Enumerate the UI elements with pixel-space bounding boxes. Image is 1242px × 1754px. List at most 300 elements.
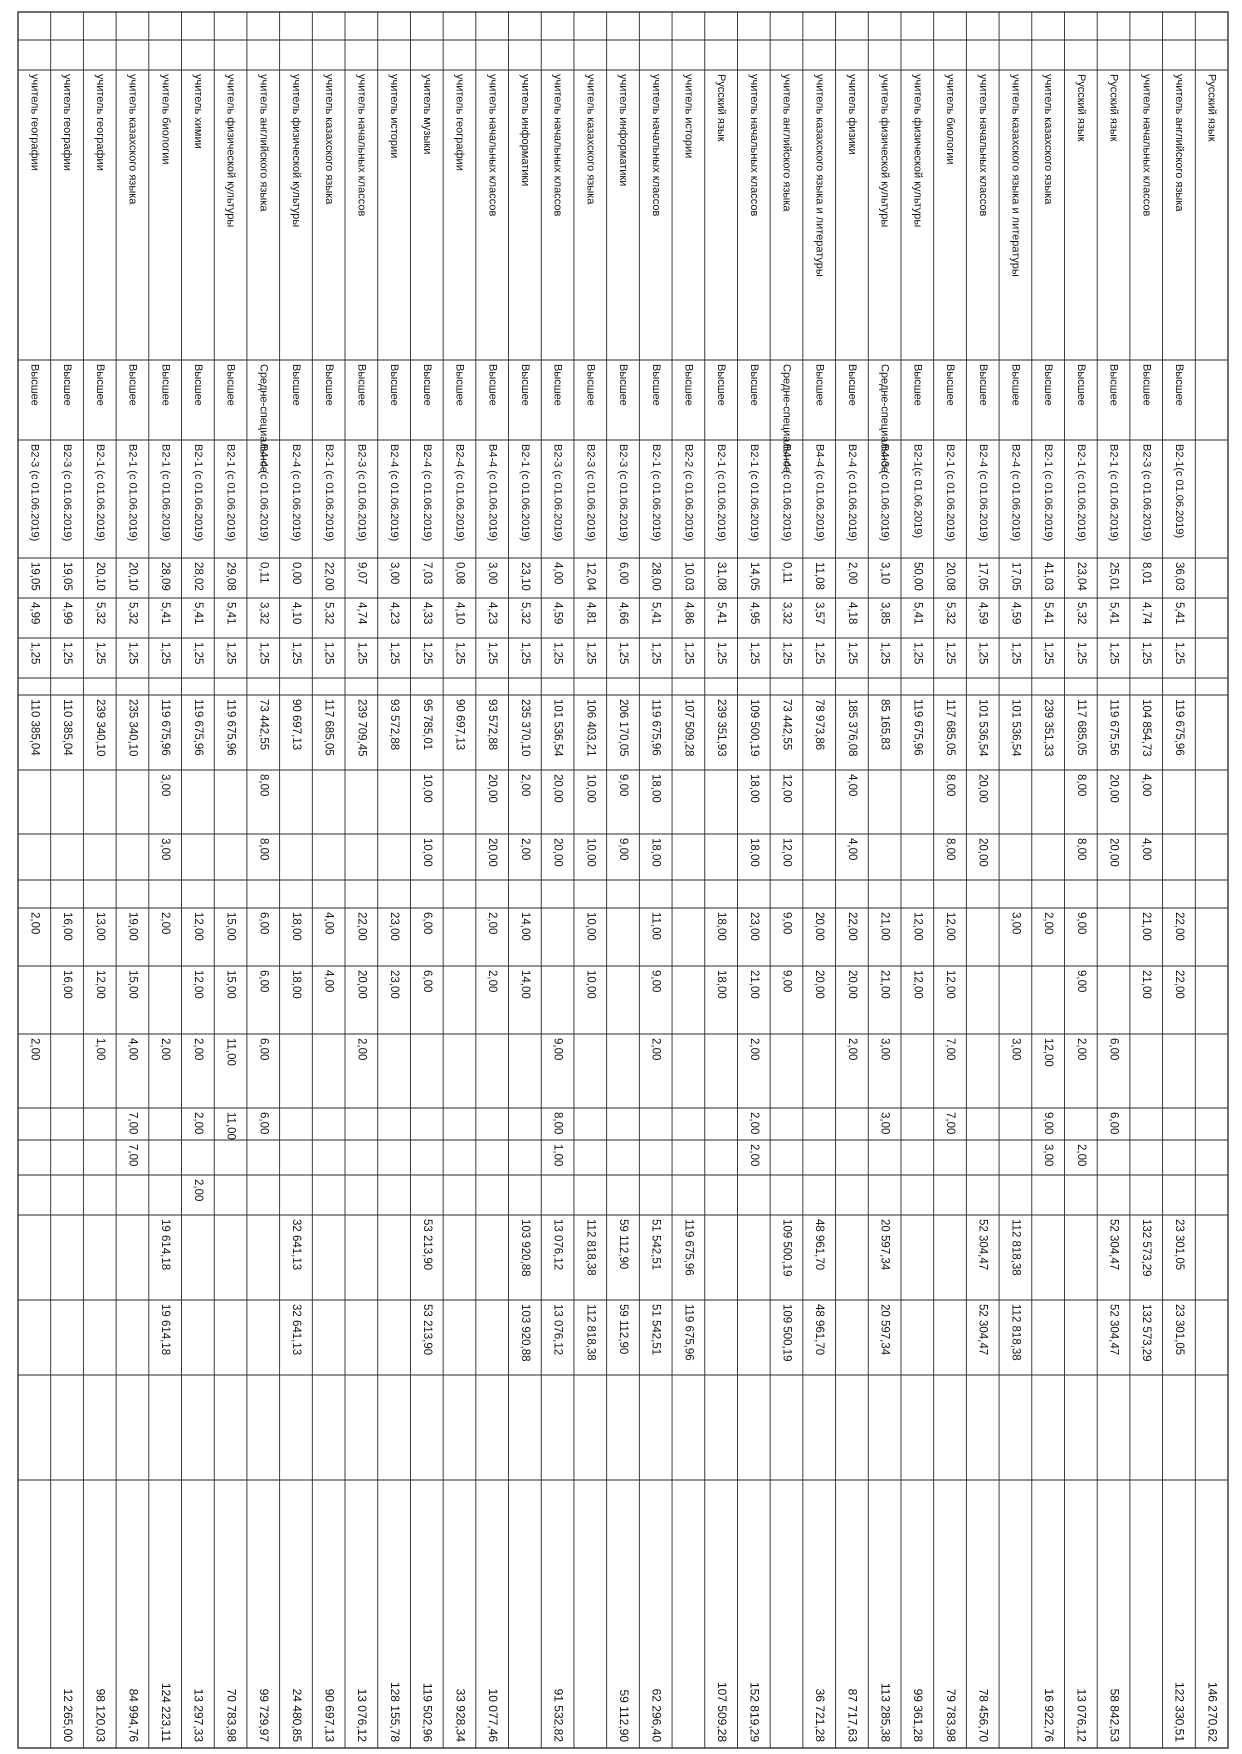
cell-coef2: 1,25 bbox=[616, 642, 629, 665]
cell-salary: 119 675,96 bbox=[191, 699, 204, 756]
cell-category: В2-4 (с 01.06.2019) bbox=[845, 444, 858, 542]
cell-h6: 7,00 bbox=[943, 1038, 956, 1061]
cell-salary: 93 572,88 bbox=[388, 699, 401, 751]
cell-h1: 8,00 bbox=[1074, 774, 1087, 797]
cell-exp: 3,10 bbox=[878, 562, 891, 585]
cell-p2: 20 597,34 bbox=[878, 1304, 891, 1356]
cell-p1: 109 500,19 bbox=[780, 1219, 793, 1277]
cell-salary: 107 509,28 bbox=[682, 699, 695, 757]
cell-exp: 12,04 bbox=[584, 562, 597, 591]
cell-h4: 2,00 bbox=[486, 912, 499, 935]
cell-coef2: 1,25 bbox=[518, 642, 531, 665]
cell-h1: 3,00 bbox=[159, 774, 172, 797]
cell-education: Высшее bbox=[1107, 364, 1120, 406]
cell-category: В2-3 (с 01.06.2019) bbox=[61, 444, 74, 542]
cell-exp: 50,00 bbox=[911, 562, 924, 591]
cell-h4: 6,00 bbox=[257, 912, 270, 935]
cell-coef2: 1,25 bbox=[682, 642, 695, 665]
cell-coef2: 1,25 bbox=[388, 642, 401, 665]
cell-category: В4-4 (с 01.06.2019) bbox=[813, 444, 826, 542]
cell-exp: 0,08 bbox=[453, 562, 466, 585]
cell-exp: 29,08 bbox=[224, 562, 237, 591]
cell-h5: 6,00 bbox=[420, 970, 433, 993]
cell-h2: 18,00 bbox=[747, 838, 760, 867]
cell-education: Высшее bbox=[584, 364, 597, 406]
cell-coef1: 3,32 bbox=[257, 602, 270, 625]
cell-h6: 2,00 bbox=[355, 1038, 368, 1061]
cell-exp: 11,08 bbox=[813, 562, 826, 590]
cell-coef2: 1,25 bbox=[1107, 642, 1120, 665]
cell-p2: 103 920,88 bbox=[518, 1304, 531, 1362]
cell-h2: 8,00 bbox=[943, 838, 956, 861]
cell-category: В4-4 (с 01.06.2019) bbox=[257, 444, 270, 542]
cell-subject: учитель физической культуры bbox=[911, 74, 924, 228]
cell-coef1: 4,86 bbox=[682, 602, 695, 625]
cell-coef1: 5,32 bbox=[1074, 602, 1087, 625]
cell-category: В2-4 (с 01.06.2019) bbox=[420, 444, 433, 542]
cell-coef2: 1,25 bbox=[780, 642, 793, 665]
cell-p2: 19 614,18 bbox=[159, 1304, 172, 1356]
cell-h5: 12,00 bbox=[93, 970, 106, 999]
cell-subject: учитель английского языка bbox=[780, 74, 793, 212]
cell-salary: 85 165,83 bbox=[878, 699, 891, 751]
cell-coef1: 5,41 bbox=[191, 602, 204, 625]
cell-subject: учитель физической культуры bbox=[290, 74, 303, 228]
cell-coef2: 1,25 bbox=[224, 642, 237, 665]
cell-coef1: 4,23 bbox=[486, 602, 499, 625]
cell-exp: 41,03 bbox=[1042, 562, 1055, 591]
cell-coef2: 1,25 bbox=[878, 642, 891, 665]
cell-h2: 20,00 bbox=[486, 838, 499, 867]
cell-education: Высшее bbox=[355, 364, 368, 406]
cell-p2: 59 112,90 bbox=[616, 1304, 629, 1355]
cell-h4: 12,00 bbox=[911, 912, 924, 941]
cell-h7: 2,00 bbox=[747, 1112, 760, 1135]
cell-total: 146 270,62 bbox=[1205, 1681, 1220, 1742]
cell-h5: 23,00 bbox=[388, 970, 401, 999]
cell-h7: 11,00 bbox=[224, 1112, 237, 1140]
cell-p1: 52 304,47 bbox=[1107, 1219, 1120, 1271]
cell-h5: 12,00 bbox=[911, 970, 924, 999]
cell-total: 91 532,82 bbox=[551, 1688, 566, 1742]
cell-exp: 6,00 bbox=[616, 562, 629, 585]
cell-exp: 19,05 bbox=[28, 562, 41, 591]
cell-coef2: 1,25 bbox=[453, 642, 466, 665]
cell-total: 33 928,34 bbox=[453, 1688, 468, 1742]
cell-coef1: 3,85 bbox=[878, 602, 891, 625]
cell-salary: 95 785,01 bbox=[420, 699, 433, 751]
cell-category: В2-1 (с 01.06.2019) bbox=[518, 444, 531, 542]
cell-subject: учитель начальных классов bbox=[355, 74, 368, 217]
cell-education: Высшее bbox=[28, 364, 41, 406]
cell-h4: 23,00 bbox=[747, 912, 760, 941]
cell-coef2: 1,25 bbox=[584, 642, 597, 665]
cell-h5: 20,00 bbox=[355, 970, 368, 999]
cell-education: Высшее bbox=[551, 364, 564, 406]
cell-h7: 2,00 bbox=[191, 1112, 204, 1135]
cell-coef2: 1,25 bbox=[1074, 642, 1087, 665]
cell-h5: 4,00 bbox=[322, 970, 335, 993]
cell-education: Средне-специальное bbox=[780, 364, 793, 473]
cell-education: Высшее bbox=[290, 364, 303, 406]
cell-subject: учитель казахского языка bbox=[126, 74, 139, 205]
cell-subject: учитель физики bbox=[845, 74, 858, 155]
cell-category: В2-1 (с 01.06.2019) bbox=[1074, 444, 1087, 542]
cell-p1: 119 675,96 bbox=[682, 1219, 695, 1276]
cell-h4: 9,00 bbox=[780, 912, 793, 935]
cell-h8: 1,00 bbox=[551, 1144, 564, 1167]
cell-education: Высшее bbox=[682, 364, 695, 406]
cell-subject: учитель начальных классов bbox=[1140, 74, 1153, 217]
cell-p1: 52 304,47 bbox=[976, 1219, 989, 1271]
cell-education: Высшее bbox=[126, 364, 139, 406]
cell-coef1: 4,18 bbox=[845, 602, 858, 625]
cell-coef1: 4,81 bbox=[584, 602, 597, 625]
cell-category: В2-4 (с 01.06.2019) bbox=[453, 444, 466, 542]
cell-salary: 185 376,08 bbox=[845, 699, 858, 757]
cell-h5: 21,00 bbox=[747, 970, 760, 999]
cell-p2: 112 818,38 bbox=[1009, 1304, 1022, 1361]
table-grid bbox=[18, 12, 1228, 1748]
cell-p1: 13 076,12 bbox=[551, 1219, 564, 1271]
cell-p1: 132 573,29 bbox=[1140, 1219, 1153, 1277]
cell-coef1: 4,66 bbox=[616, 602, 629, 625]
cell-coef2: 1,25 bbox=[1042, 642, 1055, 665]
cell-subject: учитель биологии bbox=[944, 74, 957, 165]
cell-total: 62 296,40 bbox=[649, 1688, 664, 1742]
cell-coef1: 5,41 bbox=[715, 602, 728, 625]
cell-p2: 48 961,70 bbox=[813, 1304, 826, 1356]
cell-coef1: 4,99 bbox=[61, 602, 74, 625]
cell-total: 90 697,13 bbox=[322, 1688, 337, 1742]
cell-h1: 20,00 bbox=[486, 774, 499, 803]
cell-exp: 19,05 bbox=[61, 562, 74, 591]
cell-h4: 6,00 bbox=[420, 912, 433, 935]
cell-salary: 73 442,55 bbox=[780, 699, 793, 751]
cell-p2: 109 500,19 bbox=[780, 1304, 793, 1362]
cell-salary: 119 675,96 bbox=[224, 699, 237, 756]
cell-coef1: 3,57 bbox=[813, 602, 826, 625]
cell-h4: 18,00 bbox=[715, 912, 728, 941]
cell-subject: Русский язык bbox=[1205, 74, 1218, 142]
cell-category: В2-1 (с 01.06.2019) bbox=[649, 444, 662, 542]
cell-total: 122 330,51 bbox=[1172, 1681, 1187, 1742]
cell-education: Высшее bbox=[1009, 364, 1022, 406]
cell-subject: учитель истории bbox=[682, 74, 695, 159]
cell-coef1: 4,95 bbox=[747, 602, 760, 625]
cell-salary: 101 536,54 bbox=[1009, 699, 1022, 757]
cell-h5: 12,00 bbox=[191, 970, 204, 999]
cell-exp: 2,00 bbox=[845, 562, 858, 585]
cell-h5: 22,00 bbox=[1172, 970, 1185, 999]
cell-coef2: 1,25 bbox=[747, 642, 760, 665]
cell-subject: учитель начальных классов bbox=[649, 74, 662, 217]
cell-category: В2-3 (с 01.06.2019) bbox=[1140, 444, 1153, 542]
cell-h2: 20,00 bbox=[976, 838, 989, 867]
cell-h1: 8,00 bbox=[943, 774, 956, 797]
cell-p1: 48 961,70 bbox=[813, 1219, 826, 1271]
cell-p2: 23 301,05 bbox=[1172, 1304, 1185, 1356]
cell-education: Высшее bbox=[322, 364, 335, 406]
cell-salary: 119 675,96 bbox=[159, 699, 172, 756]
cell-coef1: 4,59 bbox=[551, 602, 564, 625]
cell-education: Высшее bbox=[747, 364, 760, 406]
cell-salary: 110 385,04 bbox=[28, 699, 41, 756]
cell-h4: 22,00 bbox=[845, 912, 858, 941]
cell-h6: 9,00 bbox=[551, 1038, 564, 1061]
cell-h8: 2,00 bbox=[747, 1144, 760, 1167]
cell-salary: 239 709,45 bbox=[355, 699, 368, 757]
cell-salary: 117 685,05 bbox=[1074, 699, 1087, 756]
cell-exp: 25,01 bbox=[1107, 562, 1120, 591]
cell-exp: 22,00 bbox=[322, 562, 335, 591]
cell-salary: 235 370,10 bbox=[518, 699, 531, 757]
cell-subject: учитель информатики bbox=[518, 74, 531, 187]
cell-total: 12 265,00 bbox=[60, 1688, 75, 1742]
cell-total: 13 297,33 bbox=[191, 1688, 206, 1742]
cell-h7: 7,00 bbox=[126, 1112, 139, 1135]
cell-h7: 6,00 bbox=[1107, 1112, 1120, 1135]
cell-exp: 7,03 bbox=[420, 562, 433, 585]
cell-h6: 6,00 bbox=[1107, 1038, 1120, 1061]
cell-category: В2-1 (с 01.06.2019) bbox=[1042, 444, 1055, 542]
cell-education: Высшее bbox=[845, 364, 858, 406]
cell-h4: 4,00 bbox=[322, 912, 335, 935]
cell-education: Средне-специальное bbox=[878, 364, 891, 473]
cell-category: В4-4 (с 01.06.2019) bbox=[780, 444, 793, 542]
cell-education: Высшее bbox=[944, 364, 957, 406]
cell-p1: 20 597,34 bbox=[878, 1219, 891, 1271]
cell-salary: 239 351,33 bbox=[1042, 699, 1055, 757]
cell-coef2: 1,25 bbox=[1172, 642, 1185, 665]
cell-exp: 31,08 bbox=[715, 562, 728, 591]
cell-total: 36 721,28 bbox=[813, 1688, 828, 1742]
cell-subject: учитель казахского языка bbox=[1042, 74, 1055, 205]
cell-h6: 11,00 bbox=[224, 1038, 237, 1066]
cell-total: 13 076,12 bbox=[1074, 1688, 1089, 1742]
cell-total: 152 819,29 bbox=[747, 1681, 762, 1742]
cell-coef2: 1,25 bbox=[322, 642, 335, 665]
cell-h5: 9,00 bbox=[649, 970, 662, 993]
cell-education: Высшее bbox=[911, 364, 924, 406]
cell-subject: учитель казахского языка bbox=[584, 74, 597, 205]
cell-h5: 9,00 bbox=[780, 970, 793, 993]
cell-h5: 12,00 bbox=[943, 970, 956, 999]
cell-p2: 13 076,12 bbox=[551, 1304, 564, 1356]
cell-exp: 4,00 bbox=[551, 562, 564, 585]
cell-exp: 36,03 bbox=[1172, 562, 1185, 591]
cell-p1: 23 301,05 bbox=[1172, 1219, 1185, 1271]
cell-category: В2-1(с 01.06.2019) bbox=[911, 444, 924, 539]
cell-h4: 3,00 bbox=[1009, 912, 1022, 935]
cell-category: В2-3 (с 01.06.2019) bbox=[617, 444, 630, 542]
cell-coef1: 5,41 bbox=[649, 602, 662, 625]
cell-subject: учитель биологии bbox=[159, 74, 172, 165]
cell-education: Высшее bbox=[1172, 364, 1185, 406]
cell-category: В2-4 (с 01.06.2019) bbox=[976, 444, 989, 542]
cell-category: В2-1 (с 01.06.2019) bbox=[322, 444, 335, 542]
cell-total: 58 842,53 bbox=[1107, 1688, 1122, 1742]
cell-exp: 9,07 bbox=[355, 562, 368, 585]
cell-salary: 106 403,21 bbox=[584, 699, 597, 757]
cell-category: В2-1 (с 01.06.2019) bbox=[224, 444, 237, 542]
cell-category: В2-1(с 01.06.2019) bbox=[1172, 444, 1185, 539]
cell-subject: Русский язык bbox=[715, 74, 728, 142]
cell-education: Высшее bbox=[649, 364, 662, 406]
cell-category: В4-3 (с 01.06.2019) bbox=[878, 444, 891, 542]
cell-exp: 0,00 bbox=[289, 562, 302, 585]
cell-coef1: 5,41 bbox=[1107, 602, 1120, 625]
cell-total: 87 717,63 bbox=[845, 1688, 860, 1742]
cell-coef1: 4,74 bbox=[355, 602, 368, 625]
cell-subject: учитель географии bbox=[93, 74, 106, 171]
cell-salary: 104 854,73 bbox=[1140, 699, 1153, 757]
cell-exp: 28,09 bbox=[159, 562, 172, 591]
cell-subject: учитель истории bbox=[388, 74, 401, 159]
cell-h1: 20,00 bbox=[551, 774, 564, 803]
cell-h2: 18,00 bbox=[649, 838, 662, 867]
cell-education: Высшее bbox=[1140, 364, 1153, 406]
cell-category: В2-1 (с 01.06.2019) bbox=[747, 444, 760, 542]
cell-h5: 14,00 bbox=[518, 970, 531, 999]
cell-coef2: 1,25 bbox=[551, 642, 564, 665]
cell-total: 70 783,98 bbox=[224, 1688, 239, 1742]
cell-subject: учитель казахского языка и литературы bbox=[1009, 74, 1022, 277]
cell-h4: 19,00 bbox=[126, 912, 139, 941]
cell-coef1: 5,41 bbox=[224, 602, 237, 625]
cell-h1: 20,00 bbox=[976, 774, 989, 803]
cell-h4: 2,00 bbox=[28, 912, 41, 935]
cell-subject: учитель начальных классов bbox=[551, 74, 564, 217]
cell-exp: 20,10 bbox=[126, 562, 139, 591]
cell-total: 99 729,97 bbox=[257, 1688, 272, 1742]
cell-coef2: 1,25 bbox=[845, 642, 858, 665]
cell-salary: 206 170,05 bbox=[616, 699, 629, 757]
cell-h6: 4,00 bbox=[126, 1038, 139, 1061]
cell-education: Высшее bbox=[224, 364, 237, 406]
cell-h5: 21,00 bbox=[1140, 970, 1153, 999]
cell-h4: 14,00 bbox=[518, 912, 531, 941]
cell-salary: 78 973,86 bbox=[813, 699, 826, 751]
cell-h1: 20,00 bbox=[1107, 774, 1120, 803]
cell-h5: 10,00 bbox=[584, 970, 597, 999]
cell-coef1: 4,99 bbox=[28, 602, 41, 625]
cell-total: 84 994,76 bbox=[126, 1688, 141, 1742]
cell-salary: 117 685,05 bbox=[322, 699, 335, 756]
cell-education: Высшее bbox=[486, 364, 499, 406]
cell-total: 79 783,98 bbox=[943, 1688, 958, 1742]
cell-total: 10 077,46 bbox=[486, 1688, 501, 1742]
cell-total: 107 509,28 bbox=[714, 1681, 729, 1742]
cell-h8: 3,00 bbox=[1042, 1144, 1055, 1167]
cell-education: Высшее bbox=[191, 364, 204, 406]
cell-coef2: 1,25 bbox=[289, 642, 302, 665]
cell-education: Высшее bbox=[976, 364, 989, 406]
cell-h2: 9,00 bbox=[616, 838, 629, 861]
cell-h2: 20,00 bbox=[551, 838, 564, 867]
cell-coef2: 1,25 bbox=[28, 642, 41, 665]
cell-h6: 2,00 bbox=[28, 1038, 41, 1061]
cell-h6: 2,00 bbox=[159, 1038, 172, 1061]
cell-exp: 17,05 bbox=[976, 562, 989, 591]
cell-h8: 2,00 bbox=[1074, 1144, 1087, 1167]
cell-education: Высшее bbox=[1074, 364, 1087, 406]
cell-h2: 8,00 bbox=[257, 838, 270, 861]
cell-salary: 73 442,55 bbox=[257, 699, 270, 751]
cell-category: В2-1 (с 01.06.2019) bbox=[159, 444, 172, 542]
cell-education: Высшее bbox=[420, 364, 433, 406]
cell-salary: 101 536,54 bbox=[976, 699, 989, 757]
cell-h2: 10,00 bbox=[584, 838, 597, 867]
cell-coef2: 1,25 bbox=[715, 642, 728, 665]
cell-h1: 18,00 bbox=[649, 774, 662, 803]
cell-h7: 8,00 bbox=[551, 1112, 564, 1135]
cell-p2: 32 641,13 bbox=[289, 1304, 302, 1356]
cell-coef2: 1,25 bbox=[649, 642, 662, 665]
cell-category: В4-4 (с 01.06.2019) bbox=[486, 444, 499, 542]
cell-coef2: 1,25 bbox=[943, 642, 956, 665]
cell-category: В2-3 (с 01.06.2019) bbox=[28, 444, 41, 542]
cell-education: Высшее bbox=[518, 364, 531, 406]
cell-category: В2-1 (с 01.06.2019) bbox=[93, 444, 106, 542]
cell-total: 59 112,90 bbox=[616, 1689, 631, 1742]
cell-coef1: 4,59 bbox=[1009, 602, 1022, 625]
cell-h1: 12,00 bbox=[780, 774, 793, 803]
cell-salary: 101 536,54 bbox=[551, 699, 564, 757]
cell-h1: 2,00 bbox=[518, 774, 531, 797]
cell-h4: 9,00 bbox=[1074, 912, 1087, 935]
cell-salary: 119 675,96 bbox=[1172, 699, 1185, 756]
cell-h6: 3,00 bbox=[1009, 1038, 1022, 1061]
cell-h5: 16,00 bbox=[61, 970, 74, 999]
cell-exp: 28,00 bbox=[649, 562, 662, 591]
cell-p1: 112 818,38 bbox=[584, 1219, 597, 1276]
cell-total: 99 361,28 bbox=[911, 1688, 926, 1742]
cell-coef1: 5,32 bbox=[943, 602, 956, 625]
cell-category: В2-4 (с 01.06.2019) bbox=[290, 444, 303, 542]
cell-subject: учитель английского языка bbox=[1172, 74, 1185, 212]
cell-h2: 2,00 bbox=[518, 838, 531, 861]
cell-exp: 23,10 bbox=[518, 562, 531, 591]
cell-salary: 119 675,96 bbox=[911, 699, 924, 756]
cell-coef1: 4,59 bbox=[976, 602, 989, 625]
cell-h1: 4,00 bbox=[845, 774, 858, 797]
cell-subject: учитель казахского языка bbox=[322, 74, 335, 205]
cell-p1: 59 112,90 bbox=[616, 1219, 629, 1270]
cell-h4: 2,00 bbox=[1042, 912, 1055, 935]
cell-total: 13 076,12 bbox=[355, 1688, 370, 1742]
cell-salary: 119 675,96 bbox=[649, 699, 662, 756]
cell-education: Высшее bbox=[617, 364, 630, 406]
cell-coef2: 1,25 bbox=[93, 642, 106, 665]
cell-h6: 2,00 bbox=[649, 1038, 662, 1061]
cell-p1: 51 542,51 bbox=[649, 1219, 662, 1271]
cell-p2: 53 213,90 bbox=[420, 1304, 433, 1356]
cell-h5: 18,00 bbox=[289, 970, 302, 999]
cell-h9: 2,00 bbox=[191, 1179, 204, 1202]
cell-coef1: 5,32 bbox=[322, 602, 335, 625]
cell-total: 16 922,76 bbox=[1041, 1688, 1056, 1742]
cell-h5: 20,00 bbox=[813, 970, 826, 999]
cell-h4: 22,00 bbox=[355, 912, 368, 941]
cell-h2: 8,00 bbox=[1074, 838, 1087, 861]
cell-subject: Русский язык bbox=[1107, 74, 1120, 142]
cell-coef2: 1,25 bbox=[159, 642, 172, 665]
cell-coef1: 5,41 bbox=[159, 602, 172, 625]
cell-category: В2-4 (с 01.06.2019) bbox=[1009, 444, 1022, 542]
cell-coef2: 1,25 bbox=[61, 642, 74, 665]
cell-salary: 239 340,10 bbox=[93, 699, 106, 757]
